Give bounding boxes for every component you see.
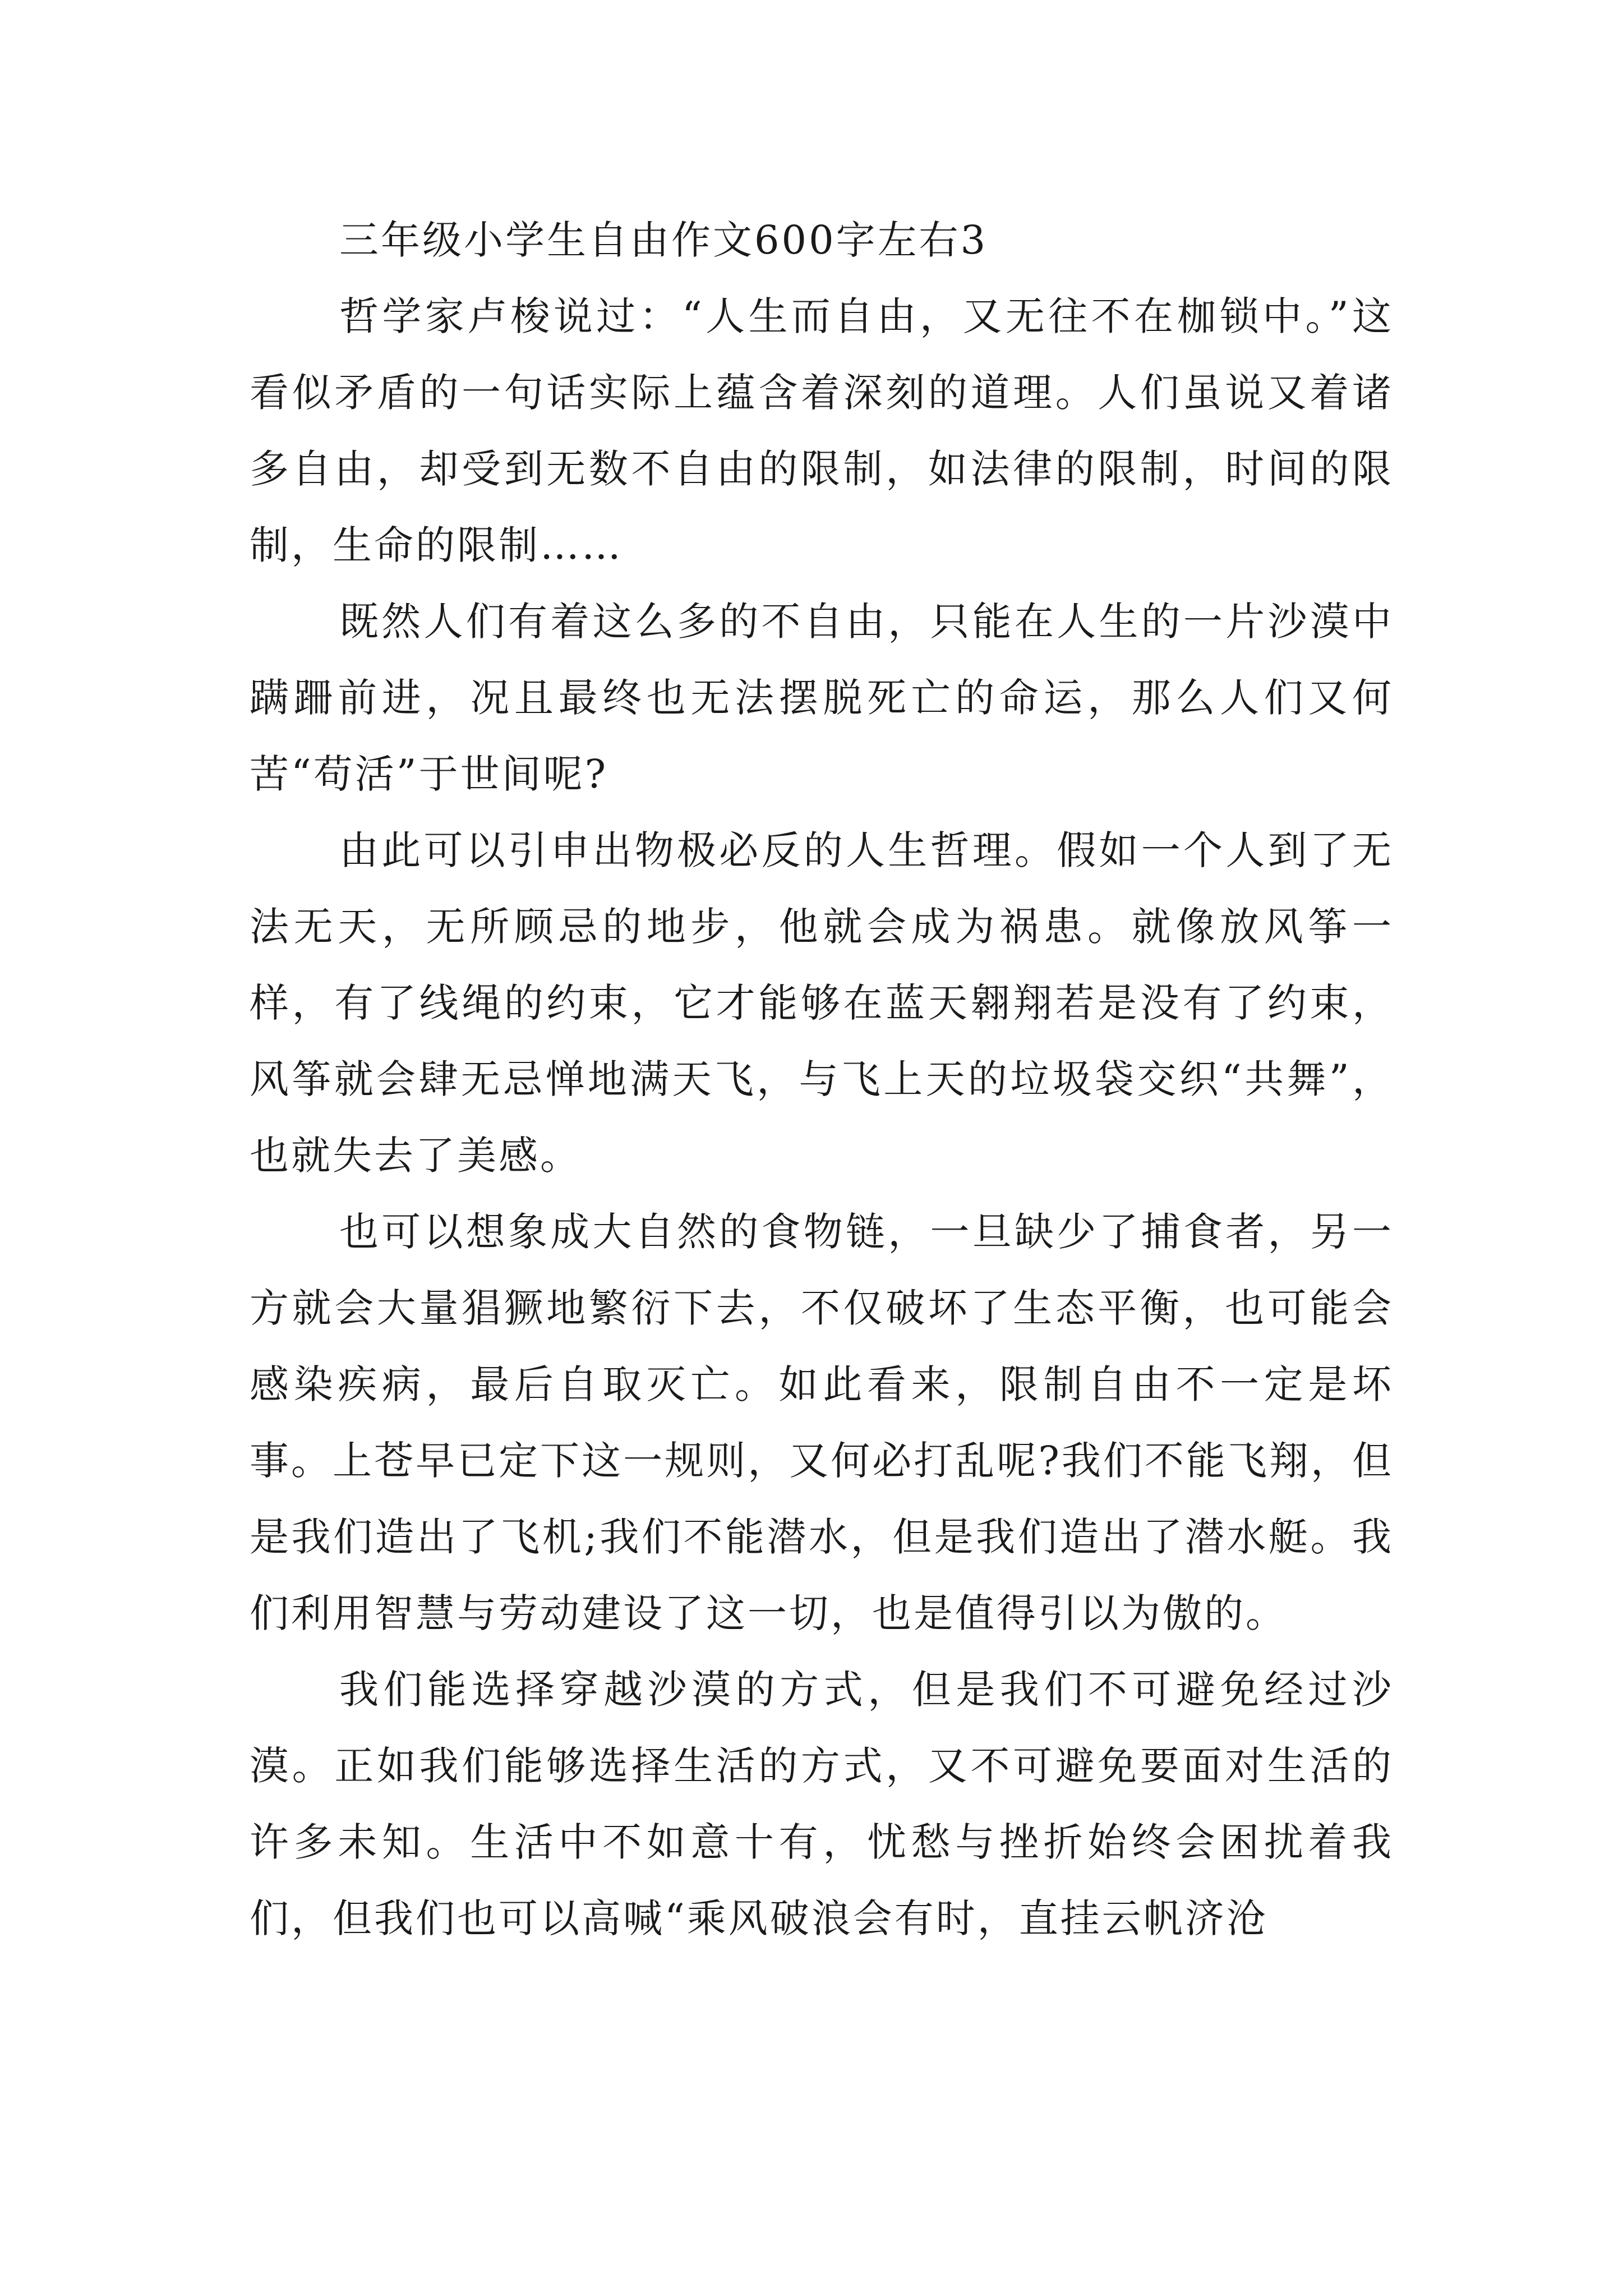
document-title: 三年级小学生自由作文600字左右3: [339, 217, 988, 263]
paragraph-2: 既然人们有着这么多的不自由，只能在人生的一片沙漠中蹒跚前进，况且最终也无法摆脱死亡的命运，那么人们又何苦“苟活”于世间呢?: [250, 599, 1394, 797]
paragraph-1: 哲学家卢梭说过：“人生而自由，又无往不在枷锁中。”这看似矛盾的一句话实际上蕴含着深刻的道理。人们虽说又着诸多自由，却受到无数不自由的限制，如法律的限制，时间的限制，生命的限制……: [250, 293, 1394, 568]
paragraph-5: 我们能选择穿越沙漠的方式，但是我们不可避免经过沙漠。正如我们能够选择生活的方式，又不可避免要面对生活的许多未知。生活中不如意十有，忧愁与挫折始终会困扰着我们，但我们也可以高喊“乘风破浪会有时，直挂云帆济沧: [250, 1667, 1394, 1941]
paragraph-4: 也可以想象成大自然的食物链，一旦缺少了捕食者，另一方就会大量猖獗地繁衍下去，不仅破坏了生态平衡，也可能会感染疾病，最后自取灭亡。如此看来，限制自由不一定是坏事。上苍早已定下这一规则，又何必打乱呢?我们不能飞翔，但是我们造出了飞机;我们不能潜水，但是我们造出了潜水艇。我们利用智慧与劳动建设了这一切，也是值得引以为傲的。: [250, 1209, 1394, 1636]
paragraph-3: 由此可以引申出物极必反的人生哲理。假如一个人到了无法无天，无所顾忌的地步，他就会成为祸患。就像放风筝一样，有了线绳的约束，它才能够在蓝天翱翔若是没有了约束，风筝就会肆无忌惮地满天飞，与飞上天的垃圾袋交织“共舞”，也就失去了美感。: [250, 827, 1394, 1179]
document-body: [250, 202, 1394, 1957]
